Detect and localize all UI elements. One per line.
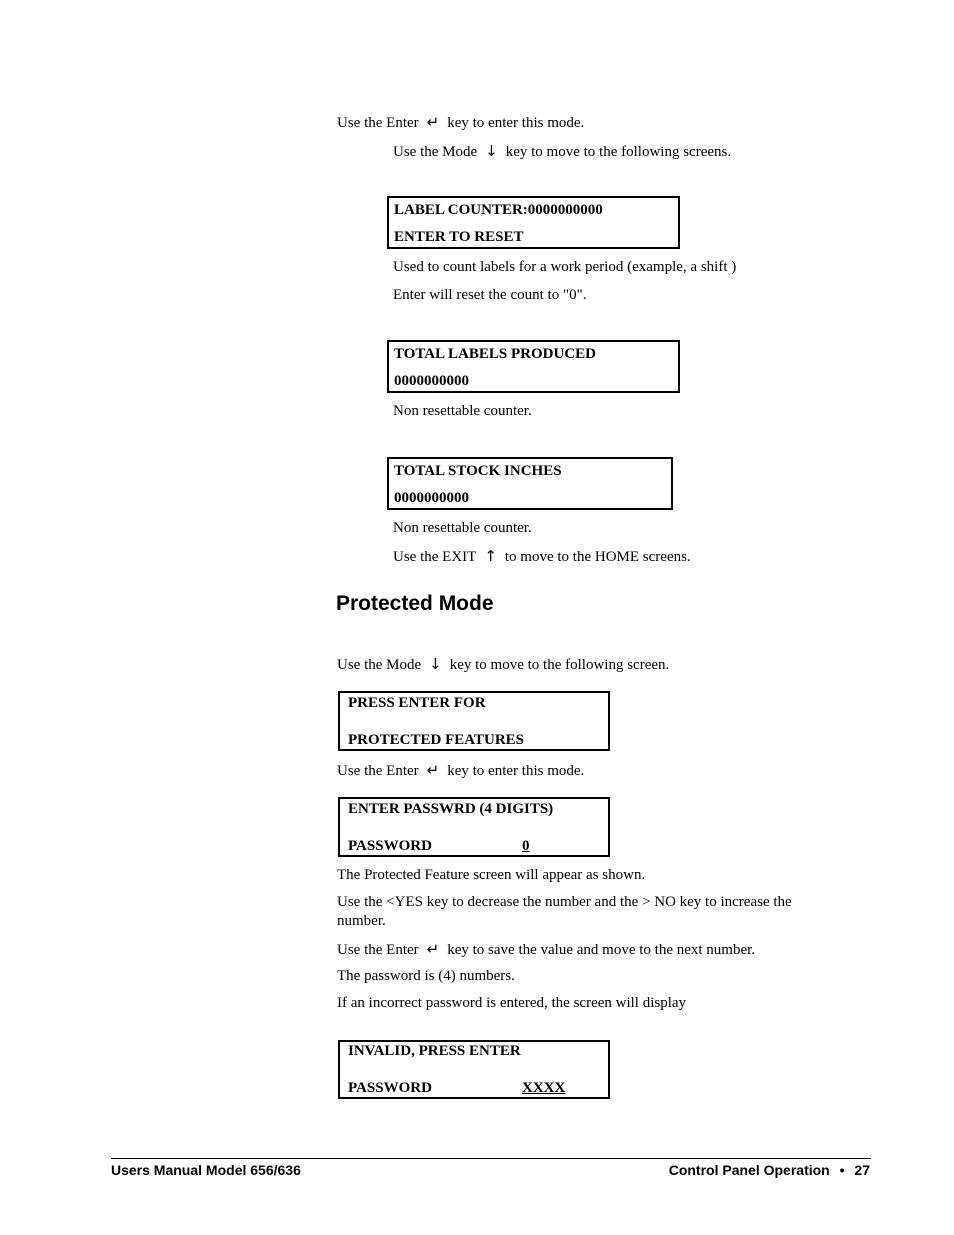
footer-manual-title: Users Manual Model 656/636 — [111, 1162, 301, 1178]
instruction-text: Use the Mode — [337, 657, 422, 673]
protected-paragraph-3 — [337, 940, 755, 959]
instruction-text: to move to the HOME screens. — [504, 549, 691, 565]
footer-rule — [111, 1158, 871, 1159]
label-counter-description-2: Enter will reset the count to "0". — [393, 287, 587, 303]
protected-paragraph-4: The password is (4) numbers. — [337, 968, 515, 984]
instruction-text: key to enter this mode. — [447, 763, 585, 779]
lcd-total-stock — [387, 457, 673, 510]
protected-paragraph-2b: number. — [337, 913, 386, 929]
instruction-text: Use the Enter — [337, 115, 419, 131]
instruction-text: key to move to the following screen. — [449, 657, 670, 673]
footer-page-info — [669, 1162, 870, 1178]
protected-paragraph-1: The Protected Feature screen will appear as shown. — [337, 867, 646, 883]
lcd-total-labels — [387, 340, 680, 393]
protected-paragraph-5: If an incorrect password is entered, the screen will display — [337, 995, 687, 1011]
enter-key-icon: ↵ — [426, 940, 440, 958]
exit-key-instruction — [393, 547, 691, 566]
instruction-text: Use the Mode — [393, 144, 478, 160]
enter-mode-instruction — [337, 113, 584, 132]
lcd-invalid-password — [338, 1040, 610, 1099]
instruction-text: key to save the value and move to the next number. — [447, 942, 756, 958]
protected-enter-instruction — [337, 761, 584, 780]
lcd-line-2: 0000000000 — [394, 373, 469, 389]
lcd-line-1: INVALID, PRESS ENTER — [348, 1043, 521, 1059]
instruction-text: key to move to the following screens. — [505, 144, 732, 160]
lcd-line-1: TOTAL STOCK INCHES — [394, 463, 562, 479]
mode-key-instruction — [393, 142, 731, 161]
enter-key-icon: ↵ — [426, 761, 440, 779]
lcd-line-1: PRESS ENTER FOR — [348, 695, 486, 711]
total-stock-description: Non resettable counter. — [393, 520, 532, 536]
page-number: 27 — [854, 1162, 870, 1178]
lcd-password-label: PASSWORD — [348, 1080, 432, 1096]
instruction-text: key to enter this mode. — [447, 115, 585, 131]
lcd-line-2: 0000000000 — [394, 490, 469, 506]
lcd-password-value: XXXX — [522, 1080, 566, 1096]
lcd-enter-password — [338, 797, 610, 857]
lcd-line-1: LABEL COUNTER:0000000000 — [394, 202, 603, 218]
total-labels-description: Non resettable counter. — [393, 403, 532, 419]
instruction-text: Use the Enter — [337, 763, 419, 779]
footer-section-title: Control Panel Operation — [668, 1162, 830, 1178]
label-counter-description-1: Used to count labels for a work period (example, a shift ) — [393, 259, 737, 275]
protected-paragraph-2a: Use the <YES key to decrease the number and the > NO key to increase the — [337, 894, 792, 910]
lcd-line-2: ENTER TO RESET — [394, 229, 524, 245]
bullet-icon: • — [839, 1162, 845, 1178]
lcd-line-1: ENTER PASSWRD (4 DIGITS) — [348, 801, 554, 817]
lcd-password-value: 0 — [522, 838, 530, 854]
section-heading: Protected Mode — [336, 592, 494, 615]
down-arrow-icon: ↓ — [429, 655, 442, 673]
lcd-press-enter — [338, 691, 610, 751]
lcd-label-counter — [387, 196, 680, 249]
up-arrow-icon: ↑ — [484, 547, 497, 565]
enter-key-icon: ↵ — [426, 113, 440, 131]
lcd-password-label: PASSWORD — [348, 838, 432, 854]
instruction-text: Use the Enter — [337, 942, 419, 958]
instruction-text: Use the EXIT — [393, 549, 477, 565]
lcd-line-2: PROTECTED FEATURES — [348, 732, 525, 748]
lcd-line-1: TOTAL LABELS PRODUCED — [394, 346, 596, 362]
protected-mode-key-instruction — [337, 655, 669, 674]
down-arrow-icon: ↓ — [485, 142, 498, 160]
